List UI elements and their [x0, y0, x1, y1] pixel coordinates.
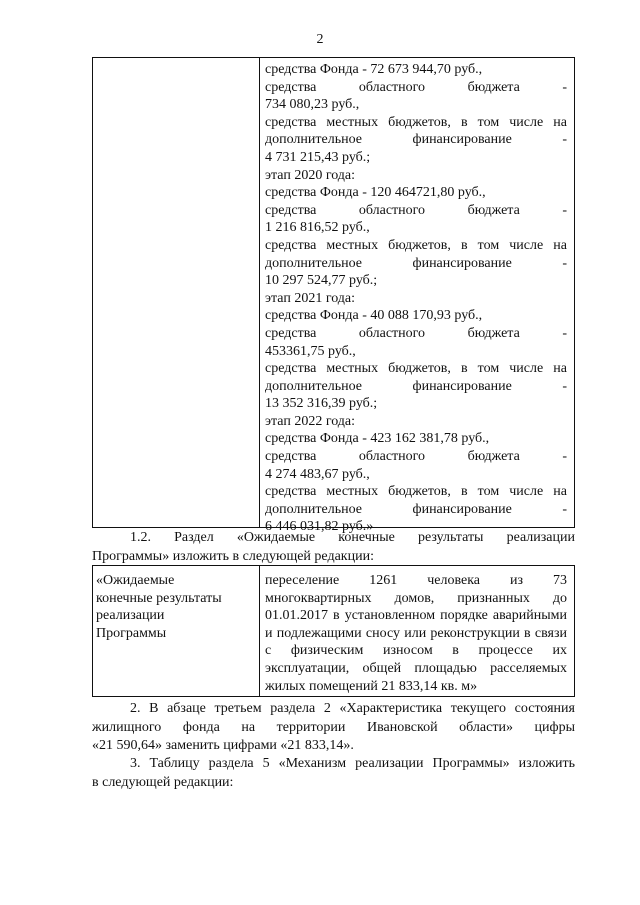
value-line: многоквартирных домов, признанных до [265, 590, 567, 606]
value-line: переселение 1261 человека из 73 [265, 573, 567, 588]
funding-line: средства местных бюджетов, в том числе на [265, 361, 567, 377]
funding-line: средства Фонда - 40 088 170,93 руб., [265, 308, 483, 324]
funding-line: 453361,75 руб., [265, 343, 356, 359]
funding-line: средства областного бюджета - [265, 325, 567, 341]
funding-line: 10 297 524,77 руб.; [265, 273, 378, 289]
funding-line: средства областного бюджета - [265, 202, 567, 218]
paragraph-line: 1.2. Раздел «Ожидаемые конечные результаты реализации [130, 530, 575, 545]
value-line: 01.01.2017 в установленном порядке аварийными [265, 608, 567, 624]
section-1-2-paragraph [92, 529, 575, 566]
funding-line: средства местных бюджетов, в том числе на [265, 484, 567, 500]
paragraph-line: жилищного фонда на территории Ивановской области» цифры [92, 719, 575, 735]
funding-line: средства областного бюджета - [265, 449, 567, 465]
item-3-paragraph [92, 755, 575, 792]
funding-line: средства местных бюджетов, в том числе на [265, 237, 567, 253]
results-table [92, 565, 575, 697]
item-2-paragraph [92, 700, 575, 756]
funding-line: 1 216 816,52 руб., [265, 220, 370, 236]
funding-line: 6 446 031,82 руб.» [265, 519, 374, 535]
paragraph-line: в следующей редакции: [92, 774, 234, 790]
paragraph-line: 3. Таблицу раздела 5 «Механизм реализации Программы» изложить [130, 756, 575, 771]
funding-line: дополнительное финансирование - [265, 255, 567, 271]
paragraph-line: 2. В абзаце третьем раздела 2 «Характеристика текущего состояния [130, 701, 575, 716]
value-line: жилых помещений 21 833,14 кв. м» [265, 678, 478, 694]
funding-line: 13 352 316,39 руб.; [265, 396, 378, 412]
funding-line: средства Фонда - 72 673 944,70 руб., [265, 62, 483, 77]
funding-table [92, 57, 575, 535]
value-line: эксплуатации, общей площадью расселяемых [265, 660, 567, 676]
paragraph-line: «21 590,64» заменить цифрами «21 833,14». [92, 738, 354, 753]
results-value-cell [265, 572, 567, 695]
page-number: 2 [316, 32, 324, 47]
paragraph-line: Программы» изложить в следующей редакции: [92, 548, 374, 564]
funding-line: этап 2021 года: [265, 290, 356, 306]
label-line: реализации [96, 608, 165, 624]
label-line: Программы [96, 625, 167, 641]
funding-cell [265, 61, 567, 536]
value-line: и подлежащими сносу или реконструкции в связи [265, 625, 567, 641]
funding-line: 734 080,23 руб., [265, 97, 360, 113]
funding-line: 4 274 483,67 руб., [265, 466, 370, 482]
funding-line: дополнительное финансирование - [265, 132, 567, 148]
funding-line: средства Фонда - 120 464721,80 руб., [265, 185, 486, 201]
funding-line: средства областного бюджета - [265, 79, 567, 95]
funding-line: 4 731 215,43 руб.; [265, 149, 371, 165]
funding-line: дополнительное финансирование - [265, 501, 567, 517]
results-label-cell [96, 572, 256, 642]
funding-line: средства Фонда - 423 162 381,78 руб., [265, 431, 490, 447]
value-line: с физическим износом в процессе их [265, 643, 567, 659]
table-column-divider [259, 58, 260, 527]
funding-line: средства местных бюджетов, в том числе на [265, 114, 567, 130]
funding-line: этап 2022 года: [265, 413, 356, 429]
label-line: конечные результаты [96, 590, 222, 606]
funding-line: дополнительное финансирование - [265, 378, 567, 394]
table-column-divider [259, 566, 260, 696]
funding-line: этап 2020 года: [265, 167, 356, 183]
label-line: «Ожидаемые [96, 573, 175, 588]
